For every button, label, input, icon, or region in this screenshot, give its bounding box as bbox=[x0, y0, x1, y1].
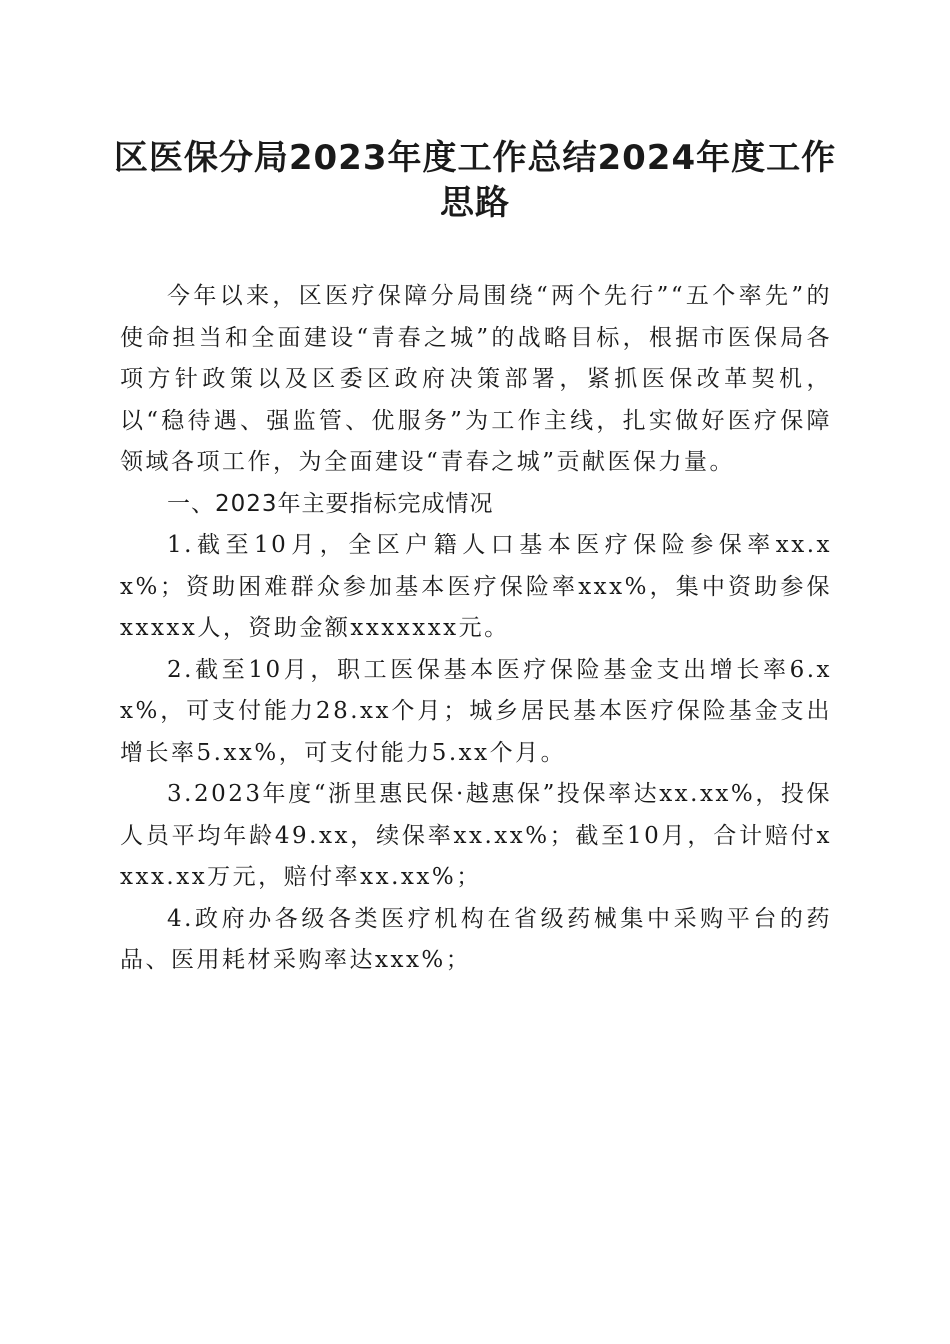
document-title: 区医保分局2023年度工作总结2024年度工作思路 bbox=[113, 138, 837, 223]
list-item: 2.截至10月，职工医保基本医疗保险基金支出增长率6.xx%，可支付能力28.xx个月；城乡居民基本医疗保险基金支出增长率5.xx%，可支付能力5.xx个月。 bbox=[120, 656, 832, 766]
section-heading: 一、2023年主要指标完成情况 bbox=[167, 490, 494, 517]
document-body bbox=[120, 276, 832, 982]
intro-paragraph: 今年以来，区医疗保障分局围绕“两个先行”“五个率先”的使命担当和全面建设“青春之城”的战略目标，根据市医保局各项方针政策以及区委区政府决策部署，紧抓医保改革契机，以“稳待遇、强监管、优服务”为工作主线，扎实做好医疗保障领域各项工作，为全面建设“青春之城”贡献医保力量。 bbox=[120, 283, 832, 475]
list-item: 4.政府办各级各类医疗机构在省级药械集中采购平台的药品、医用耗材采购率达xxx%； bbox=[120, 905, 832, 973]
list-item: 1.截至10月，全区户籍人口基本医疗保险参保率xx.xx%；资助困难群众参加基本医疗保险率xxx%，集中资助参保xxxxx人，资助金额xxxxxxx元。 bbox=[120, 532, 832, 641]
list-item: 3.2023年度“浙里惠民保·越惠保”投保率达xx.xx%，投保人员平均年龄49.xx，续保率xx.xx%；截至10月，合计赔付xxxx.xx万元，赔付率xx.xx%； bbox=[120, 781, 832, 890]
